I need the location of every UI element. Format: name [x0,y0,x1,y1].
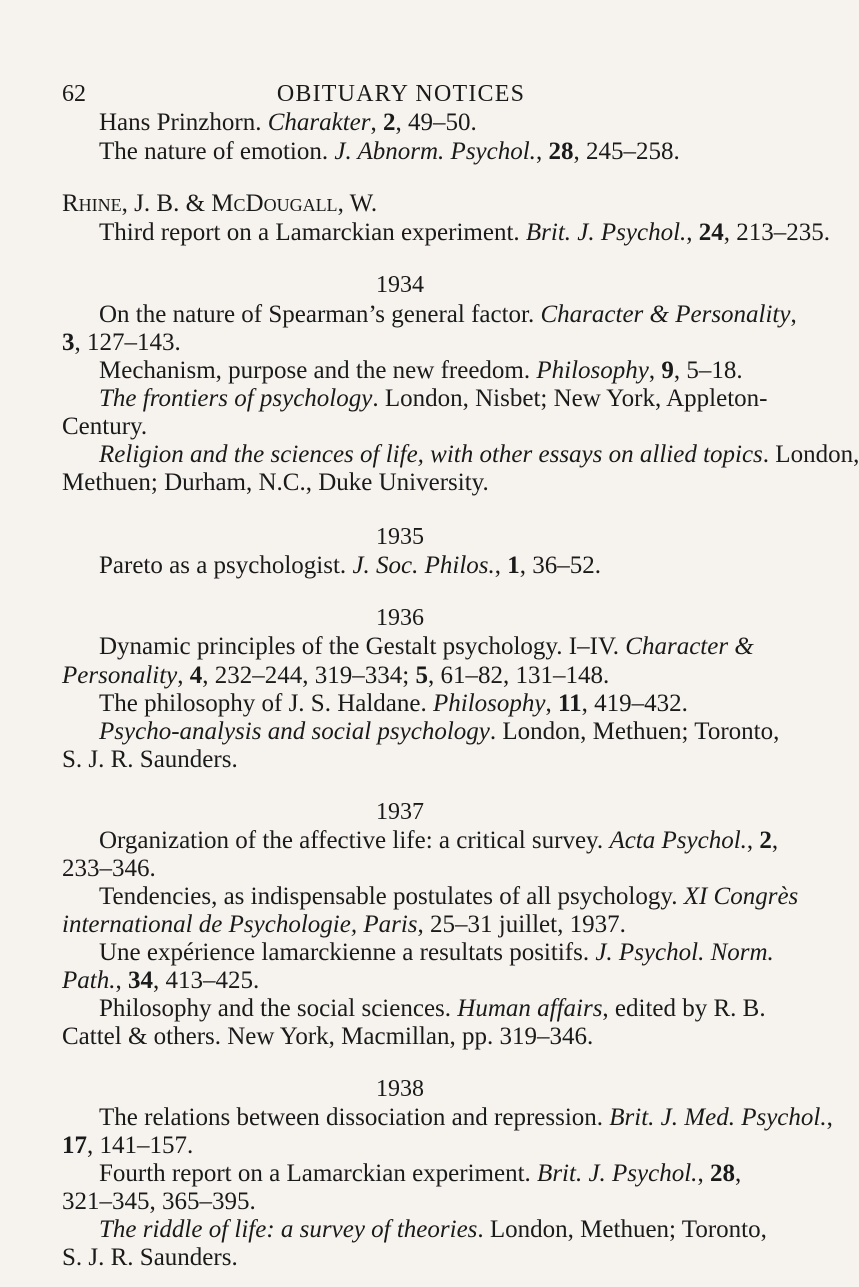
running-head: OBITUARY NOTICES [276,81,526,107]
bibliography-line: Rhine, J. B. & McDougall, W. [62,190,378,217]
bibliography-line: Psycho-analysis and social psychology. London, Methuen; Toronto, [99,718,780,745]
bibliography-line: Organization of the affective life: a critical survey. Acta Psychol., 2, [99,827,779,854]
bibliography-line: Century. [62,413,148,440]
bibliography-line: 17, 141–157. [62,1132,194,1159]
year-heading: 1934 [376,272,424,298]
bibliography-line: S. J. R. Saunders. [62,1244,238,1271]
bibliography-line: international de Psychologie, Paris, 25–31 juillet, 1937. [62,911,626,938]
bibliography-line: Mechanism, purpose and the new freedom. Philosophy, 9, 5–18. [99,357,743,384]
bibliography-line: Methuen; Durham, N.C., Duke University. [62,469,489,496]
bibliography-line: The riddle of life: a survey of theories. London, Methuen; Toronto, [99,1216,767,1243]
bibliography-line: Hans Prinzhorn. Charakter, 2, 49–50. [99,109,477,136]
bibliography-line: S. J. R. Saunders. [62,746,238,773]
bibliography-line: Tendencies, as indispensable postulates of all psychology. XI Congrès [99,883,799,910]
year-heading: 1936 [376,605,424,631]
year-heading: 1937 [376,799,424,825]
bibliography-line: 233–346. [62,855,156,882]
bibliography-line: The philosophy of J. S. Haldane. Philosophy, 11, 419–432. [99,690,688,717]
bibliography-line: Personality, 4, 232–244, 319–334; 5, 61–82, 131–148. [62,662,610,689]
bibliography-line: Religion and the sciences of life, with other essays on allied topics. London, [99,441,859,468]
bibliography-line: Third report on a Lamarckian experiment. Brit. J. Psychol., 24, 213–235. [99,219,831,246]
page-number: 62 [62,81,86,107]
bibliography-line: On the nature of Spearman’s general factor. Character & Personality, [99,301,797,328]
bibliography-line: Fourth report on a Lamarckian experiment. Brit. J. Psychol., 28, [99,1160,742,1187]
bibliography-line: Dynamic principles of the Gestalt psychology. I–IV. Character & [99,633,754,660]
bibliography-line: 3, 127–143. [62,329,181,356]
bibliography-line: Pareto as a psychologist. J. Soc. Philos., 1, 36–52. [99,552,602,579]
year-heading: 1935 [376,524,424,550]
bibliography-line: The frontiers of psychology. London, Nisbet; New York, Appleton- [99,385,768,412]
year-heading: 1938 [376,1076,424,1102]
bibliography-line: Philosophy and the social sciences. Human affairs, edited by R. B. [99,995,766,1022]
bibliography-line: Une expérience lamarckienne a resultats positifs. J. Psychol. Norm. [99,939,774,966]
bibliography-line: Cattel & others. New York, Macmillan, pp. 319–346. [62,1023,594,1050]
bibliography-line: The nature of emotion. J. Abnorm. Psychol., 28, 245–258. [99,138,680,165]
bibliography-line: 321–345, 365–395. [62,1188,256,1215]
bibliography-line: The relations between dissociation and repression. Brit. J. Med. Psychol., [99,1104,833,1131]
bibliography-line: Path., 34, 413–425. [62,967,260,994]
